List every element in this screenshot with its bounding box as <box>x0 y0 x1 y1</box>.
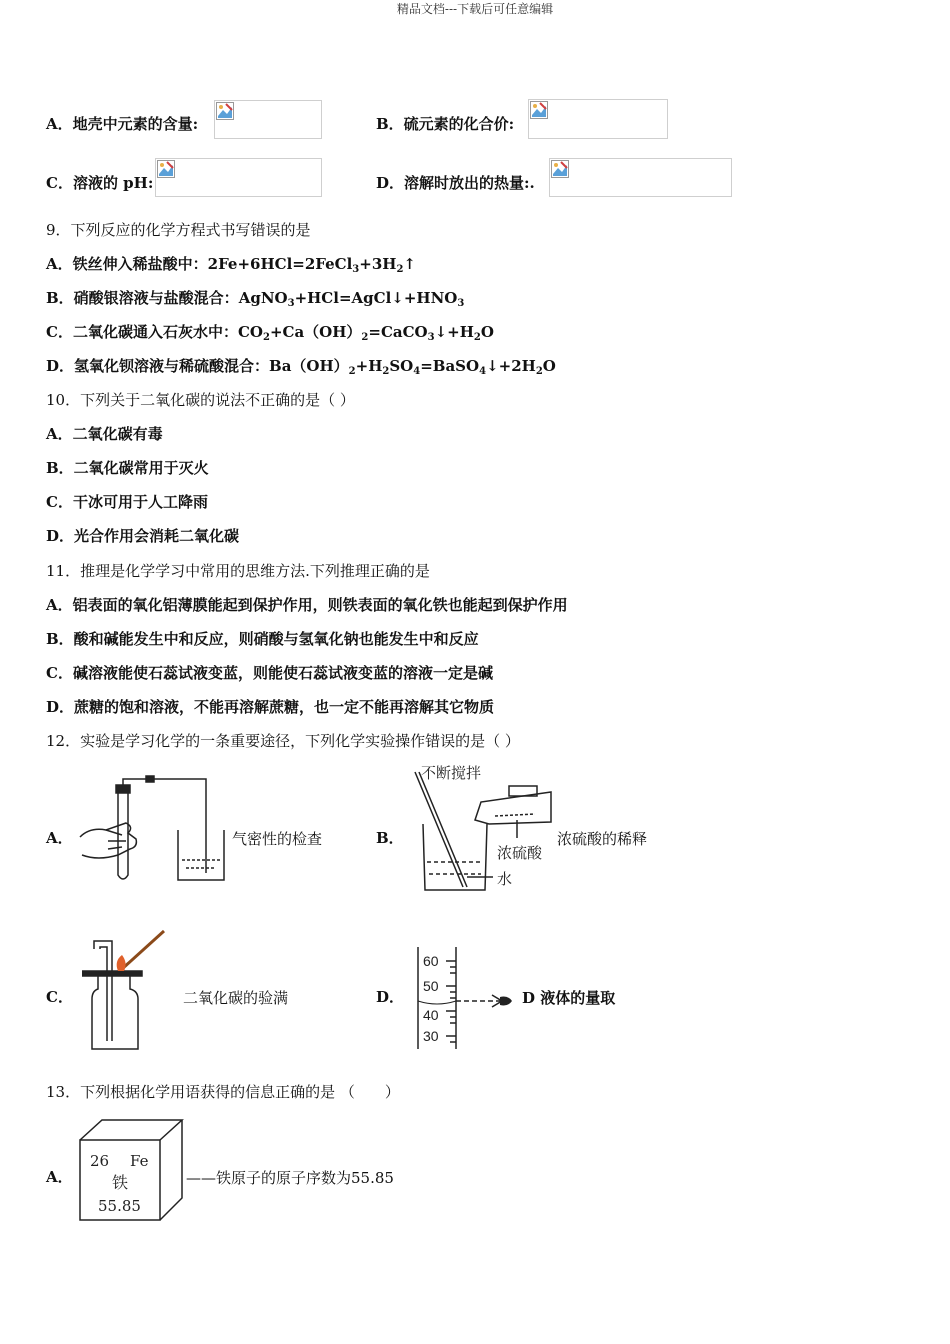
q9-option-c-label: C．二氧化碳通入石灰水中： <box>46 323 238 341</box>
element-symbol: Fe <box>130 1152 149 1170</box>
q9-option-b-label: B．硝酸银溶液与盐酸混合： <box>46 289 239 307</box>
q10-option-c: C．干冰可用于人工降雨 <box>46 493 208 511</box>
q12-option-a-caption: 气密性的检查 <box>232 830 323 848</box>
co2-full-check-figure <box>82 925 172 1055</box>
q11-option-a: A．铝表面的氧化铝薄膜能起到保护作用，则铁表面的氧化铁也能起到保护作用 <box>46 596 568 614</box>
acid-dilution-acid-label: 浓硫酸 <box>497 845 543 862</box>
q12-stem: 12．实验是学习化学的一条重要途径，下列化学实验操作错误的是（ ） <box>46 732 520 750</box>
q8-option-c-text: C．溶液的 pH: <box>46 174 154 192</box>
cylinder-tick-40: 40 <box>423 1007 439 1023</box>
q11-option-b: B．酸和碱能发生中和反应，则硝酸与氢氧化钠也能发生中和反应 <box>46 630 479 648</box>
q8-option-b-text: B．硫元素的化合价: <box>376 115 515 133</box>
broken-image-icon <box>551 160 569 178</box>
q11-option-c: C．碱溶液能使石蕊试液变蓝，则能使石蕊试液变蓝的溶液一定是碱 <box>46 664 493 682</box>
q9-option-d <box>46 356 556 376</box>
q13-option-a-label: A． <box>46 1168 73 1186</box>
q10-option-b: B．二氧化碳常用于灭火 <box>46 459 209 477</box>
q8-option-b-image <box>528 99 668 139</box>
q8-option-a <box>46 114 198 134</box>
acid-dilution-figure <box>405 762 555 892</box>
q8-option-a-image <box>214 100 322 139</box>
element-atomic-mass: 55.85 <box>98 1197 141 1215</box>
q10-option-d: D．光合作用会消耗二氧化碳 <box>46 527 240 545</box>
q9-option-c <box>46 322 494 342</box>
airtightness-check-figure <box>78 775 228 885</box>
cylinder-tick-60: 60 <box>423 953 439 969</box>
broken-image-icon <box>157 160 175 178</box>
cylinder-tick-50: 50 <box>423 978 439 994</box>
q9-option-a-label: A．铁丝伸入稀盐酸中： <box>46 255 208 273</box>
q12-option-d-caption: D 液体的量取 <box>522 989 616 1007</box>
q13-option-a-caption: ——铁原子的原子序数为55.85 <box>186 1169 394 1187</box>
q12-option-c-label: C． <box>46 988 73 1006</box>
q9-option-a-equation: $2Fe+6HCl=2FeCl_3+3H_2↑$ <box>207 255 416 275</box>
q10-stem: 10．下列关于二氧化碳的说法不正确的是（ ） <box>46 391 355 409</box>
q9-option-b <box>46 288 464 308</box>
q9-option-a <box>46 254 416 274</box>
q8-option-d-image <box>549 158 732 197</box>
q9-stem: 9．下列反应的化学方程式书写错误的是 <box>46 221 311 239</box>
acid-dilution-stir-label: 不断搅拌 <box>421 765 482 782</box>
broken-image-icon <box>216 102 234 120</box>
q11-option-d: D．蔗糖的饱和溶液，不能再溶解蔗糖，也一定不能再溶解其它物质 <box>46 698 495 716</box>
q8-option-a-text: A．地壳中元素的含量: <box>46 115 199 133</box>
q12-option-d-label: D． <box>376 988 405 1006</box>
q8-option-d-text: D．溶解时放出的热量:. <box>376 174 535 192</box>
q8-option-b <box>376 114 514 134</box>
q9-option-d-equation: $Ba(OH)_2+H_2SO_4=BaSO_4↓+2H_2O$ <box>269 357 556 377</box>
cylinder-tick-30: 30 <box>423 1028 439 1044</box>
q12-option-a-label: A． <box>46 829 73 847</box>
acid-dilution-water-label: 水 <box>497 871 513 888</box>
q8-option-d <box>376 173 535 193</box>
q9-option-b-equation: $AgNO_3+HCl=AgCl↓+HNO_3$ <box>238 289 465 309</box>
broken-image-icon <box>530 101 548 119</box>
element-name: 铁 <box>112 1173 129 1192</box>
q8-option-c-image <box>155 158 322 197</box>
q9-option-c-equation: $CO_2+Ca(OH)_2=CaCO_3↓+H_2O$ <box>237 323 494 343</box>
q12-option-b-caption: 浓硫酸的稀释 <box>557 830 648 848</box>
q8-option-c <box>46 173 153 193</box>
q12-option-c-caption: 二氧化碳的验满 <box>183 989 289 1007</box>
q9-option-d-label: D．氢氧化钡溶液与稀硫酸混合： <box>46 357 270 375</box>
q13-stem: 13．下列根据化学用语获得的信息正确的是 （ ） <box>46 1083 400 1101</box>
q10-option-a: A．二氧化碳有毒 <box>46 425 163 443</box>
q11-stem: 11．推理是化学学习中常用的思维方法.下列推理正确的是 <box>46 562 430 580</box>
element-atomic-number: 26 <box>90 1152 110 1170</box>
cylinder-reading-figure <box>410 945 520 1055</box>
q12-option-b-label: B． <box>376 829 404 847</box>
iron-element-cell-figure <box>78 1118 186 1224</box>
page-header: 精品文档---下载后可任意编辑 <box>396 2 554 16</box>
